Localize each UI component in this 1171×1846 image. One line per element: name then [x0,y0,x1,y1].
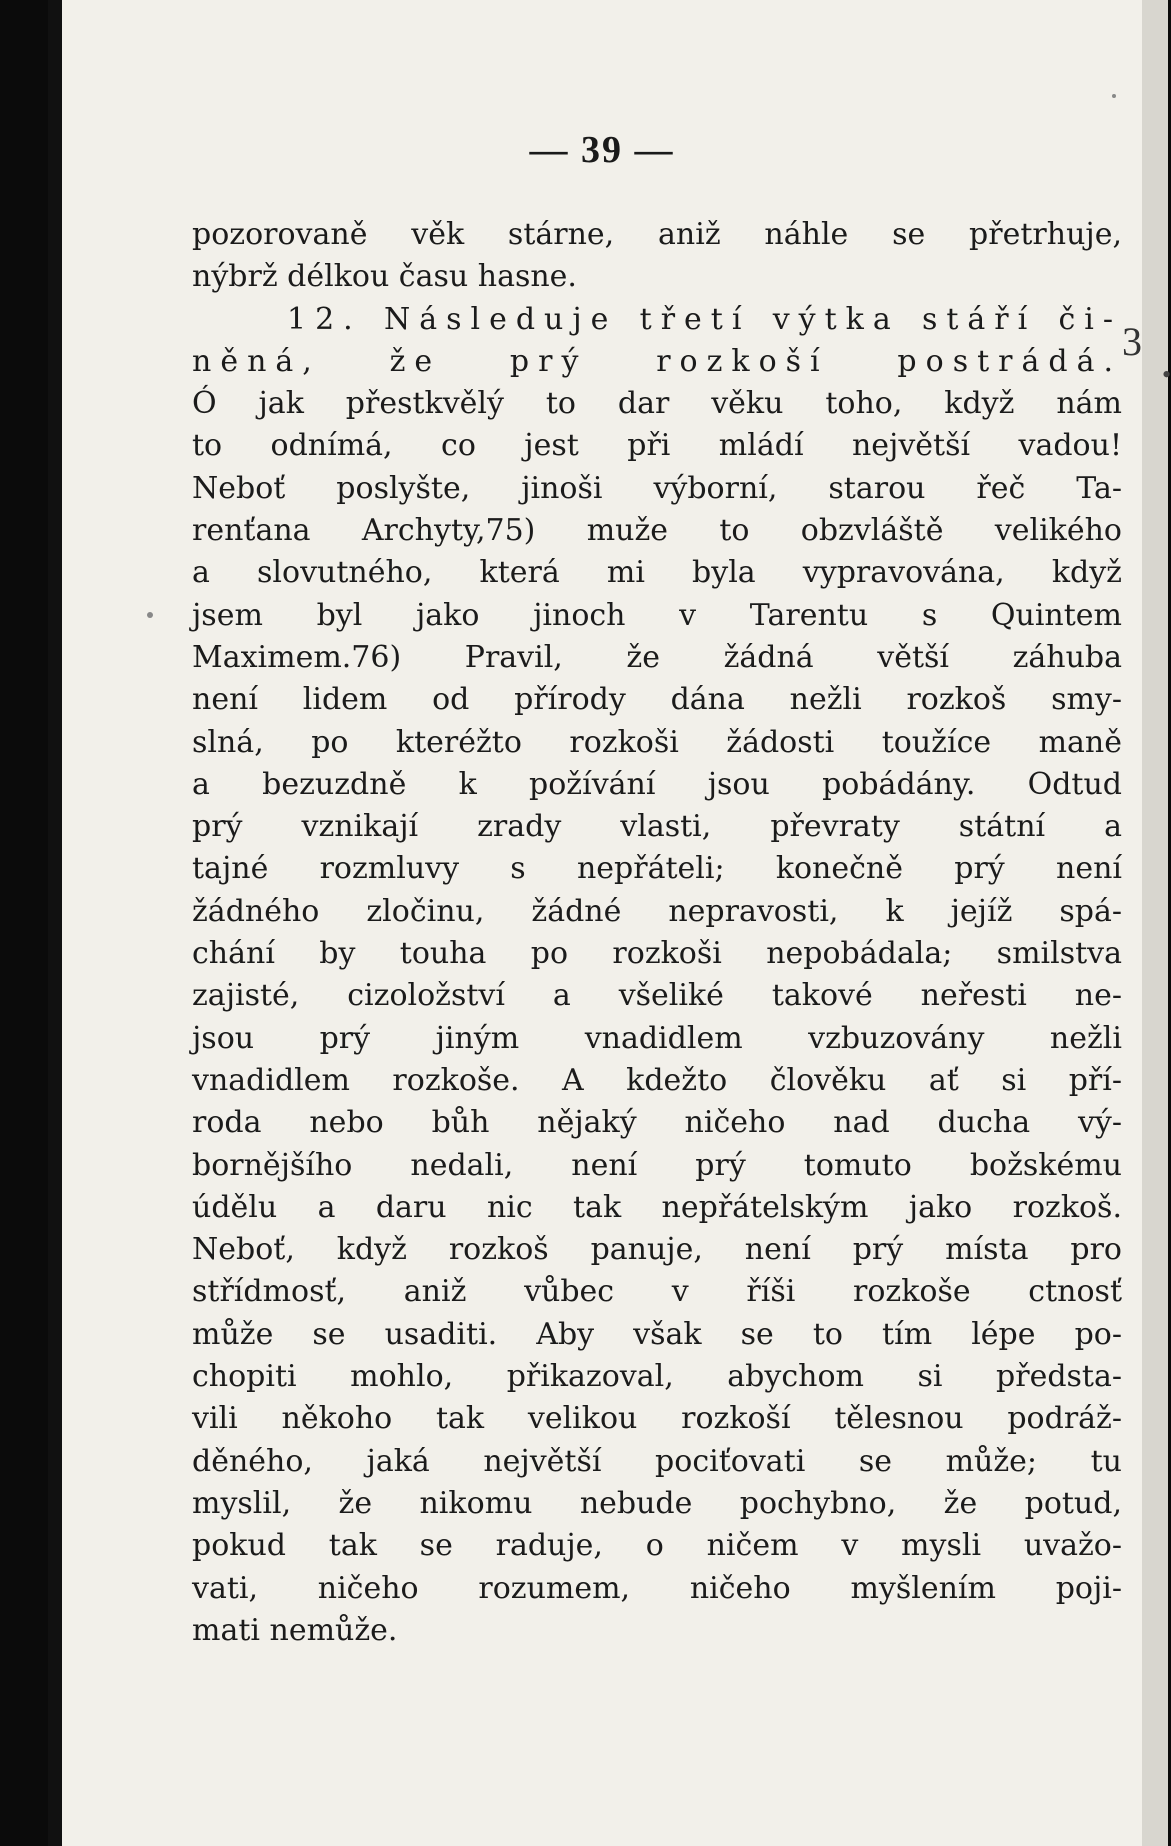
margin-dot: • [1162,360,1171,389]
text-line: renťana Archyty,75) muže to obzvláště velikého [192,513,1122,549]
text-line: nýbrž délkou času hasne. [192,259,577,295]
page-edge [1142,0,1168,1846]
text-line: myslil, že nikomu nebude pochybno, že potud, [192,1485,1122,1521]
text-line: pozorovaně věk stárne, aniž náhle se přetrhuje, [192,217,1122,252]
page-number: — 39 — [529,129,675,171]
text-line: mati nemůže. [192,1612,398,1648]
text-line: roda nebo bůh nějaký ničeho nad ducha vý- [192,1105,1122,1141]
text-line: chání by touha po rozkoši nepobádala; smilstva [192,936,1122,972]
text-line: jsem byl jako jinoch v Tarentu s Quintem [192,597,1122,633]
body-text [192,214,1122,1652]
text-line: slná, po kteréžto rozkoši žádosti toužíce maně [192,724,1122,760]
book-spine [48,0,62,1846]
text-line: žádného zločinu, žádné nepravosti, k jejíž spá- [192,893,1122,929]
text-line: vili někoho tak velikou rozkoší tělesnou podráž- [192,1401,1122,1437]
paper-speck [1112,94,1116,98]
book-page [62,0,1171,1846]
text-line: a bezuzdně k požívání jsou pobádány. Odtud [192,766,1122,802]
text-line: údělu a daru nic tak nepřátelským jako rozkoš. [192,1189,1122,1225]
text-line: Neboť poslyšte, jinoši výborní, starou řeč Ta- [192,470,1122,506]
handwritten-margin-note: 3 [1122,319,1142,364]
text-line: zajisté, cizoložství a všeliké takové neřesti ne- [192,978,1122,1014]
text-line: a slovutného, která mi byla vypravována, když [192,555,1122,591]
text-line: vnadidlem rozkoše. A kdežto člověku ať si pří- [192,1062,1122,1098]
text-line: Maximem.76) Pravil, že žádná větší záhuba [192,639,1122,675]
text-line: 12. Následuje třetí výtka stáří či- [287,301,1122,337]
text-line: to odnímá, co jest při mládí největší vadou! [192,428,1122,464]
text-line: děného, jaká největší pociťovati se může; tu [192,1443,1122,1479]
text-line: Ó jak přestkvělý to dar věku toho, když nám [192,386,1122,422]
text-line: pokud tak se raduje, o ničem v mysli uvažo- [192,1528,1122,1564]
text-line: prý vznikají zrady vlasti, převraty státní a [192,809,1122,845]
text-line: není lidem od přírody dána nežli rozkoš smy- [192,682,1122,718]
text-line: střídmosť, aniž vůbec v říši rozkoše ctnosť [192,1274,1122,1310]
text-line: bornějšího nedali, není prý tomuto božskému [192,1147,1122,1183]
text-line: Neboť, když rozkoš panuje, není prý místa pro [192,1232,1122,1268]
text-line: chopiti mohlo, přikazoval, abychom si předsta- [192,1359,1122,1395]
paper-speck [147,612,153,618]
text-line: může se usaditi. Aby však se to tím lépe po- [192,1316,1122,1352]
text-line: vati, ničeho rozumem, ničeho myšlením poji- [192,1570,1122,1606]
text-line: jsou prý jiným vnadidlem vzbuzovány nežli [192,1020,1122,1056]
text-line: tajné rozmluvy s nepřáteli; konečně prý není [192,851,1122,887]
text-line: něná, že prý rozkoší postrádá. [192,343,1122,379]
